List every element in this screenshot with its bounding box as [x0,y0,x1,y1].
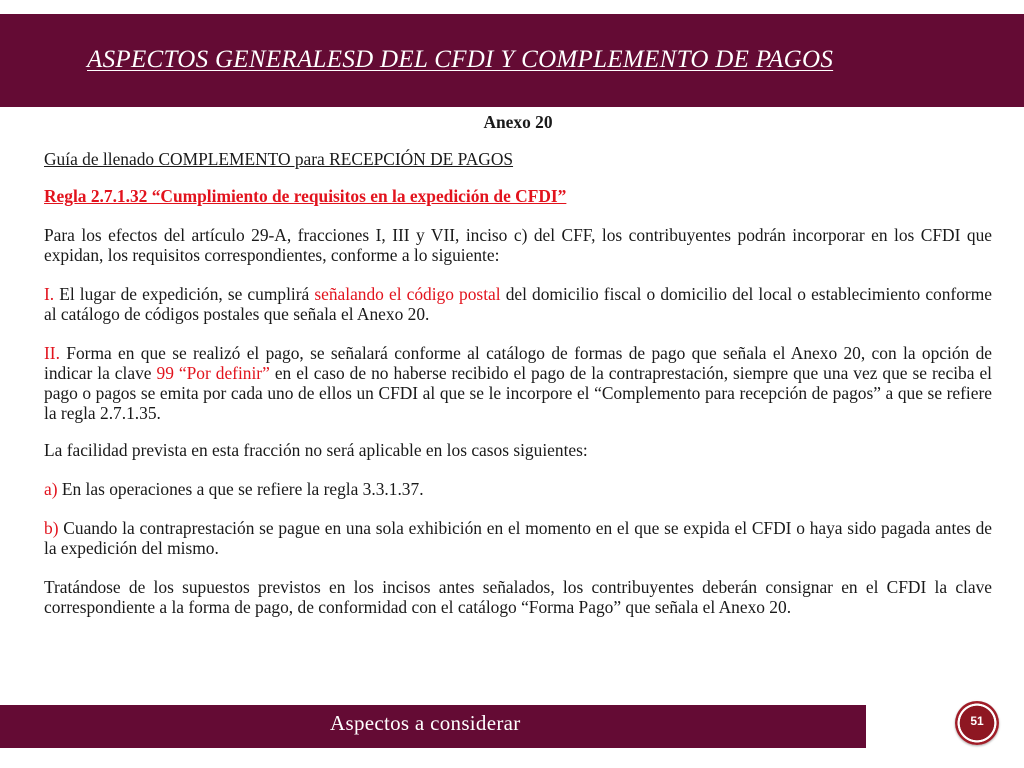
footer-bar [0,705,866,748]
item-2-text-b: en el caso de no haberse recibido el pago de la contraprestación, siempre que una vez que se reciba el pago o pagos se emita por cada uno de ellos un CFDI al que se le incorpore el “Complemento para recepción de pagos” a que se refiere la regla 2.7.1.35. [44,363,992,423]
page-number-badge [955,701,999,745]
item-1-highlight: señalando el código postal [314,284,501,304]
footer-label: Aspectos a considerar [330,711,521,735]
page-number: 51 [970,714,984,728]
case-b [44,518,992,558]
case-a-label: a) [44,479,58,499]
item-2-number: II. [44,343,60,363]
item-2-highlight: 99 “Por definir” [156,363,270,383]
annex-title: Anexo 20 [483,112,553,132]
case-b-label: b) [44,518,59,538]
case-a-text: En las operaciones a que se refiere la regla 3.3.1.37. [61,479,424,499]
item-1-number: I. [44,284,55,304]
facility-paragraph: La facilidad prevista en esta fracción no será aplicable en los casos siguientes: [44,440,588,460]
slide-content [44,112,992,617]
item-1-text-a: El lugar de expedición, se cumplirá [59,284,310,304]
slide-title: ASPECTOS GENERALESD DEL CFDI Y COMPLEMENTO DE PAGOS [87,46,834,73]
item-1-text-b: del domicilio fiscal o domicilio del local o establecimiento conforme al catálogo de códigos postales que señala el Anexo 20. [44,284,992,324]
case-a [44,479,992,499]
item-1 [44,284,992,324]
item-2 [44,343,992,423]
rule-heading: Regla 2.7.1.32 “Cumplimiento de requisitos en la expedición de CFDI” [44,186,567,206]
header-bar [0,14,1024,107]
closing-paragraph: Tratándose de los supuestos previstos en los incisos antes señalados, los contribuyentes deberán consignar en el CFDI la clave correspondiente a la forma de pago, de conformidad con el catálogo “Forma Pago” que señala el Anexo 20. [44,577,992,617]
intro-paragraph: Para los efectos del artículo 29-A, fracciones I, III y VII, inciso c) del CFF, los contribuyentes podrán incorporar en los CFDI que expidan, los requisitos correspondientes, conforme a lo siguiente: [44,225,992,265]
item-2-text-a: Forma en que se realizó el pago, se señalará conforme al catálogo de formas de pago que señala el Anexo 20, con la opción de indicar la clave [44,343,992,383]
guide-heading: Guía de llenado COMPLEMENTO para RECEPCIÓN DE PAGOS [44,149,514,169]
case-b-text: Cuando la contraprestación se pague en una sola exhibición en el momento en el que se expida el CFDI o haya sido pagada antes de la expedición del mismo. [44,518,992,558]
